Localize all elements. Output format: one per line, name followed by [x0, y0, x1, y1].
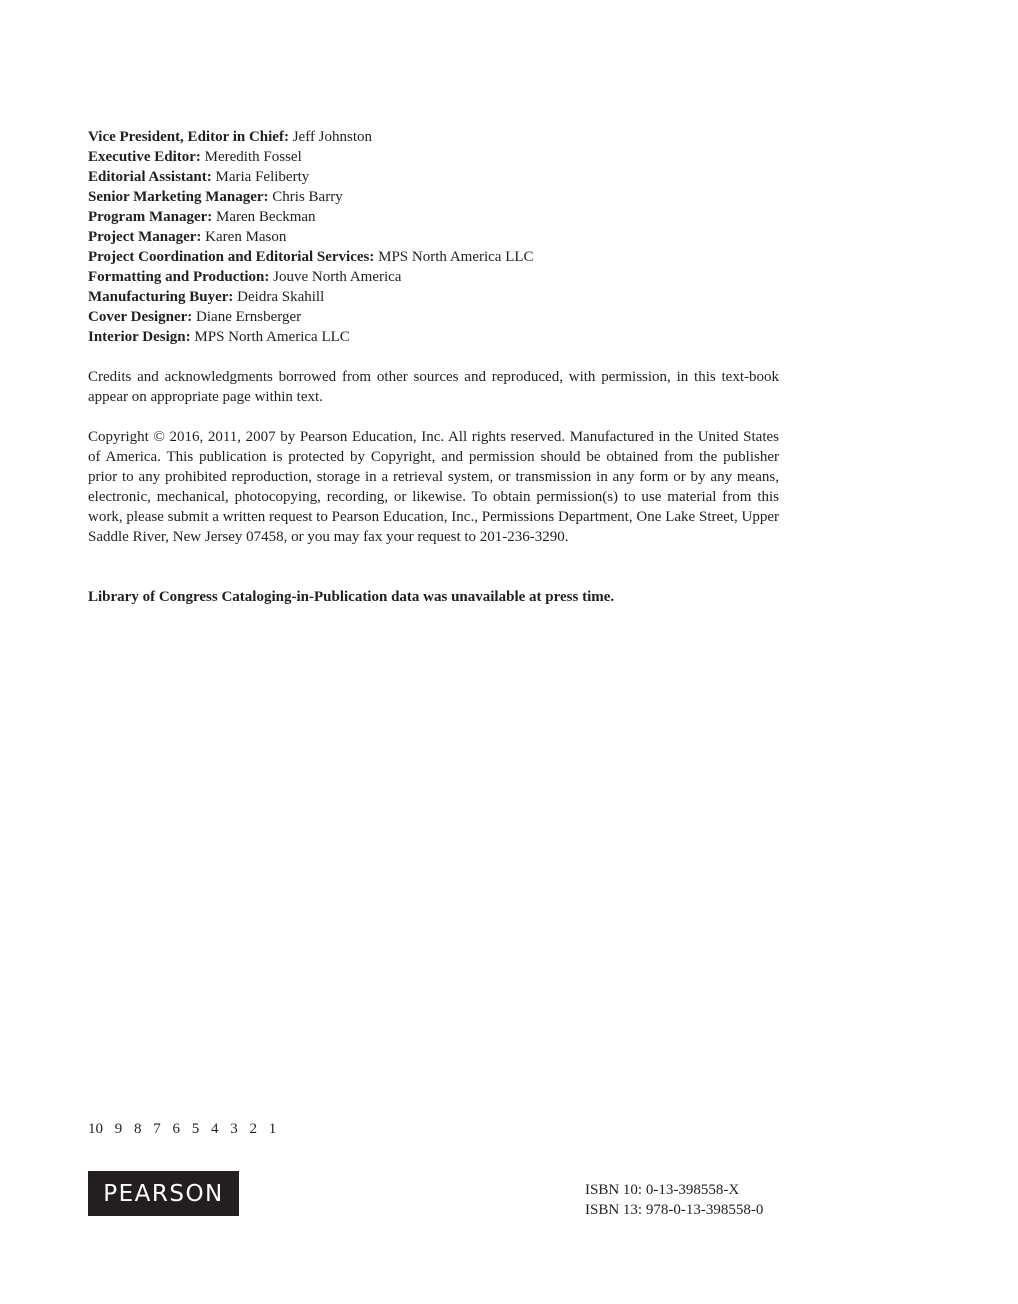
credit-line: [88, 187, 788, 207]
credit-role: Program Manager:: [88, 209, 213, 225]
credit-role: Formatting and Production:: [88, 269, 270, 285]
copyright-paragraph: Copyright © 2016, 2011, 2007 by Pearson Education, Inc. All rights reserved. Manufactured in the United States of America. This publication is protected by Copyright, and permission should be obtained from the publisher prior to any prohibited reproduction, storage in a retrieval system, or transmission in any form or by any means, electronic, mechanical, photocopying, recording, or likewise. To obtain permission(s) to use material from this work, please submit a written request to Pearson Education, Inc., Permissions Department, One Lake Street, Upper Saddle River, New Jersey 07458, or you may fax your request to 201-236-3290.: [88, 429, 779, 545]
library-of-congress-note: Library of Congress Cataloging-in-Publication data was unavailable at press time.: [88, 589, 615, 605]
credit-line: [88, 307, 788, 327]
isbn-block: [585, 1180, 763, 1220]
credit-line: [88, 127, 788, 147]
credit-name: Maren Beckman: [216, 209, 316, 225]
acknowledgment-paragraph: Credits and acknowledgments borrowed from other sources and reproduced, with permission, in this text-book appear on appropriate page within text.: [88, 369, 779, 405]
credit-name: Deidra Skahill: [237, 289, 325, 305]
credit-role: Project Manager:: [88, 229, 202, 245]
staff-credits: [88, 127, 788, 347]
credit-line: [88, 247, 788, 267]
credit-role: Vice President, Editor in Chief:: [88, 129, 289, 145]
credit-role: Cover Designer:: [88, 309, 193, 325]
credit-name: Chris Barry: [272, 189, 343, 205]
credit-line: [88, 167, 788, 187]
credit-role: Project Coordination and Editorial Services:: [88, 249, 375, 265]
credit-role: Manufacturing Buyer:: [88, 289, 234, 305]
pearson-logo: [88, 1171, 239, 1216]
logo-wordmark: PEARSON: [103, 1180, 224, 1207]
credit-name: MPS North America LLC: [194, 329, 350, 345]
credit-role: Executive Editor:: [88, 149, 201, 165]
credit-line: [88, 227, 788, 247]
credit-name: Maria Feliberty: [215, 169, 310, 185]
credit-name: Karen Mason: [205, 229, 287, 245]
credit-role: Editorial Assistant:: [88, 169, 212, 185]
isbn-13: ISBN 13: 978-0-13-398558-0: [585, 1202, 764, 1218]
credit-name: Diane Ernsberger: [196, 309, 302, 325]
print-line: 10 9 8 7 6 5 4 3 2 1: [88, 1121, 277, 1137]
credit-line: [88, 147, 788, 167]
credit-line: [88, 287, 788, 307]
credit-role: Interior Design:: [88, 329, 191, 345]
credit-line: [88, 207, 788, 227]
credit-name: Meredith Fossel: [204, 149, 302, 165]
credit-line: [88, 267, 788, 287]
credit-name: Jouve North America: [273, 269, 402, 285]
isbn-10: ISBN 10: 0-13-398558-X: [585, 1182, 740, 1198]
credit-line: [88, 327, 788, 347]
credit-name: Jeff Johnston: [292, 129, 373, 145]
credit-role: Senior Marketing Manager:: [88, 189, 269, 205]
credit-name: MPS North America LLC: [378, 249, 534, 265]
